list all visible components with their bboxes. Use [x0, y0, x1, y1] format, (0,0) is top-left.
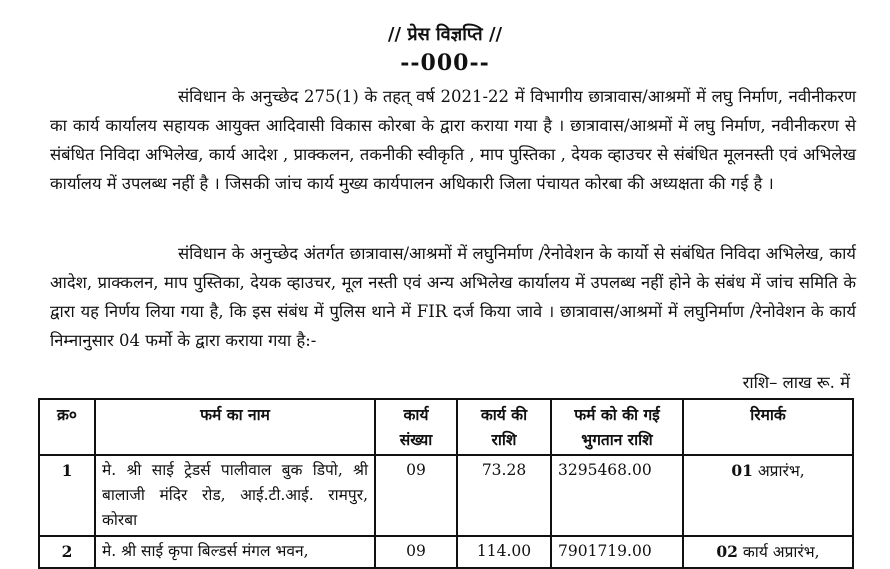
header-firm-name: फर्म का नाम [95, 399, 375, 455]
row-remark-number: 02 [716, 542, 738, 561]
header-work-amount-line1: कार्य की [480, 405, 528, 424]
header-work-count-line1: कार्य [403, 405, 429, 424]
row-serial-no: 2 [39, 536, 95, 568]
row-firm-name: मे. श्री साई ट्रेडर्स पालीवाल बुक डिपो, श्री बालाजी मंदिर रोड, आई.टी.आई. रामपुर, कोरबा [95, 455, 375, 536]
row-work-count: 09 [375, 455, 457, 536]
separator-subheading: --000-- [400, 50, 490, 76]
header-paid-amount-line1: फर्म को की गई [574, 405, 660, 424]
row-firm-name: मे. श्री साई कृपा बिल्डर्स मंगल भवन, [95, 536, 375, 568]
header-work-amount-line2: राशि [491, 430, 517, 449]
row-remark [683, 536, 853, 568]
paragraph-two [50, 239, 856, 355]
paragraph-one-text: संविधान के अनुच्छेद 275(1) के तहत् वर्ष 2021-22 में विभागीय छात्रावास/आश्रमों में लघु निर्माण, नवीनीकरण का कार्य कार्यालय सहायक आयुक्त आदिवासी विकास कोरबा के द्वारा कराया गया है । छात्रावास/आश्रमों में लघु निर्माण, नवीनीकरण से संबंधित निविदा अभिलेख, कार्य आदेश , प्राक्कलन, तकनीकी स्वीकृति , माप पुस्तिका , देयक व्हाउचर से संबंधित मूलनस्ती एवं अभिलेख कार्यालय में उपलब्ध नहीं है । जिसकी जांच कार्य मुख्य कार्यपालन अधिकारी जिला पंचायत कोरबा की अध्यक्षता की गई है । [50, 87, 856, 193]
paragraph-two-text: संविधान के अनुच्छेद अंतर्गत छात्रावास/आश्रमों में लघुनिर्माण /रेनोवेशन के कार्यो से संबंधित निविदा अभिलेख, कार्य आदेश, प्राक्कलन, माप पुस्तिका, देयक व्हाउचर, मूल नस्ती एवं अन्य अभिलेख कार्यालय में उपलब्ध नहीं होने के संबंध में जांच समिति के द्वारा यह निर्णय लिया गया है, कि इस संबंध में पुलिस थाने में FIR दर्ज किया जावे । छात्रावास/आश्रमों में लघुनिर्माण /रेनोवेशन के कार्य निम्नानुसार 04 फर्मो के द्वारा कराया गया है:- [50, 244, 856, 350]
firms-table [38, 398, 854, 569]
amount-unit-note: राशि– लाख रू. में [742, 373, 850, 392]
table-row [39, 536, 853, 568]
row-work-amount: 73.28 [457, 455, 551, 536]
header-serial-no: क्र० [39, 399, 95, 455]
row-serial-no: 1 [39, 455, 95, 536]
row-remark-text: अप्रारंभ, [757, 462, 805, 480]
paragraph-one [50, 82, 856, 198]
row-remark-text: कार्य अप्रारंभ, [742, 543, 820, 561]
row-remark-number: 01 [731, 461, 753, 480]
press-release-heading: // प्रेस विज्ञप्ति // [387, 24, 503, 45]
row-paid-amount: 7901719.00 [551, 536, 683, 568]
header-paid-amount-line2: भुगतान राशि [581, 430, 653, 449]
header-work-count [375, 399, 457, 455]
table-row [39, 455, 853, 536]
header-remark: रिमार्क [683, 399, 853, 455]
header-work-amount [457, 399, 551, 455]
row-paid-amount: 3295468.00 [551, 455, 683, 536]
header-paid-amount [551, 399, 683, 455]
row-work-count: 09 [375, 536, 457, 568]
row-work-amount: 114.00 [457, 536, 551, 568]
header-work-count-line2: संख्या [399, 430, 433, 449]
row-remark [683, 455, 853, 536]
table-header-row [39, 399, 853, 455]
